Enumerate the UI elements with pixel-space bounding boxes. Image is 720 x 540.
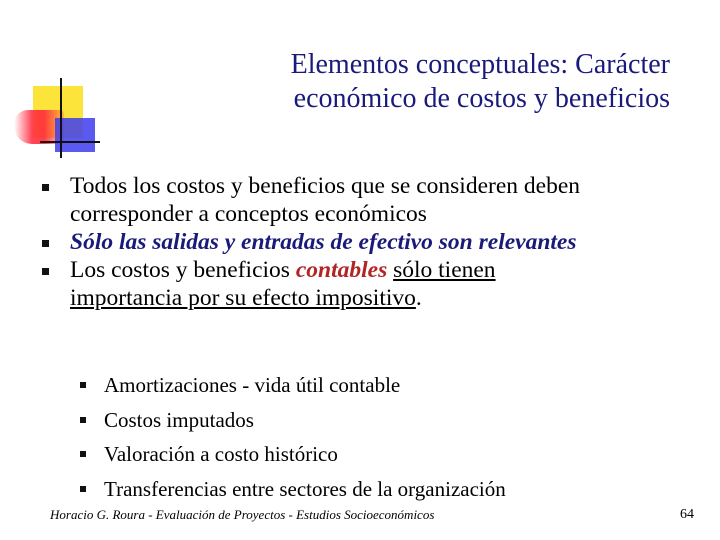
logo-horizontal-line [40,141,100,143]
bullet-2-text: Sólo las salidas y entradas de efectivo son relevantes [70,229,577,255]
bullet-square-icon [80,486,86,492]
sub-bullet-text: Valoración a costo histórico [104,442,338,466]
sub-bullet-text: Amortizaciones - vida útil contable [104,373,401,397]
bullet-square-icon [42,268,49,275]
sub-bullet-text: Costos imputados [104,407,254,432]
slide-title-line-1: Elementos conceptuales: Carácter [290,49,670,80]
sub-bullet-item [80,403,700,438]
bullet-item-3 [42,256,692,312]
main-bullet-list [42,172,692,312]
bullet-3-period: . [415,285,422,311]
slide-footer: Horacio G. Roura - Evaluación de Proyectos - Estudios Socioeconómicos [50,507,435,522]
sub-bullet-item [80,437,700,472]
bullet-item-1 [42,172,692,228]
bullet-3-underlined-2: importancia por su efecto impositivo [70,285,416,311]
slide-title-line-2: económico de costos y beneficios [293,83,670,114]
logo-vertical-line [60,78,62,158]
bullet-3-contables: contables [295,257,388,283]
bullet-1-line-1: Todos los costos y beneficios que se consideren deben [70,173,581,199]
bullet-square-icon [42,240,49,247]
sub-bullet-list [80,368,700,506]
bullet-square-icon [80,451,86,457]
page-number: 64 [680,507,694,522]
bullet-square-icon [80,382,86,388]
bullet-square-icon [80,417,86,423]
bullet-square-icon [42,184,49,191]
bullet-3-underlined-1: sólo tienen [393,257,496,283]
bullet-item-2 [42,228,692,256]
bullet-1-line-2: corresponder a conceptos económicos [70,201,427,227]
sub-bullet-item [80,472,700,507]
sub-bullet-item [80,368,700,403]
bullet-3-part-a: Los costos y beneficios [70,257,296,283]
slide-logo-decoration [0,0,110,170]
sub-bullet-text: Transferencias entre sectores de la organización [104,476,506,501]
slide-title [190,48,670,116]
